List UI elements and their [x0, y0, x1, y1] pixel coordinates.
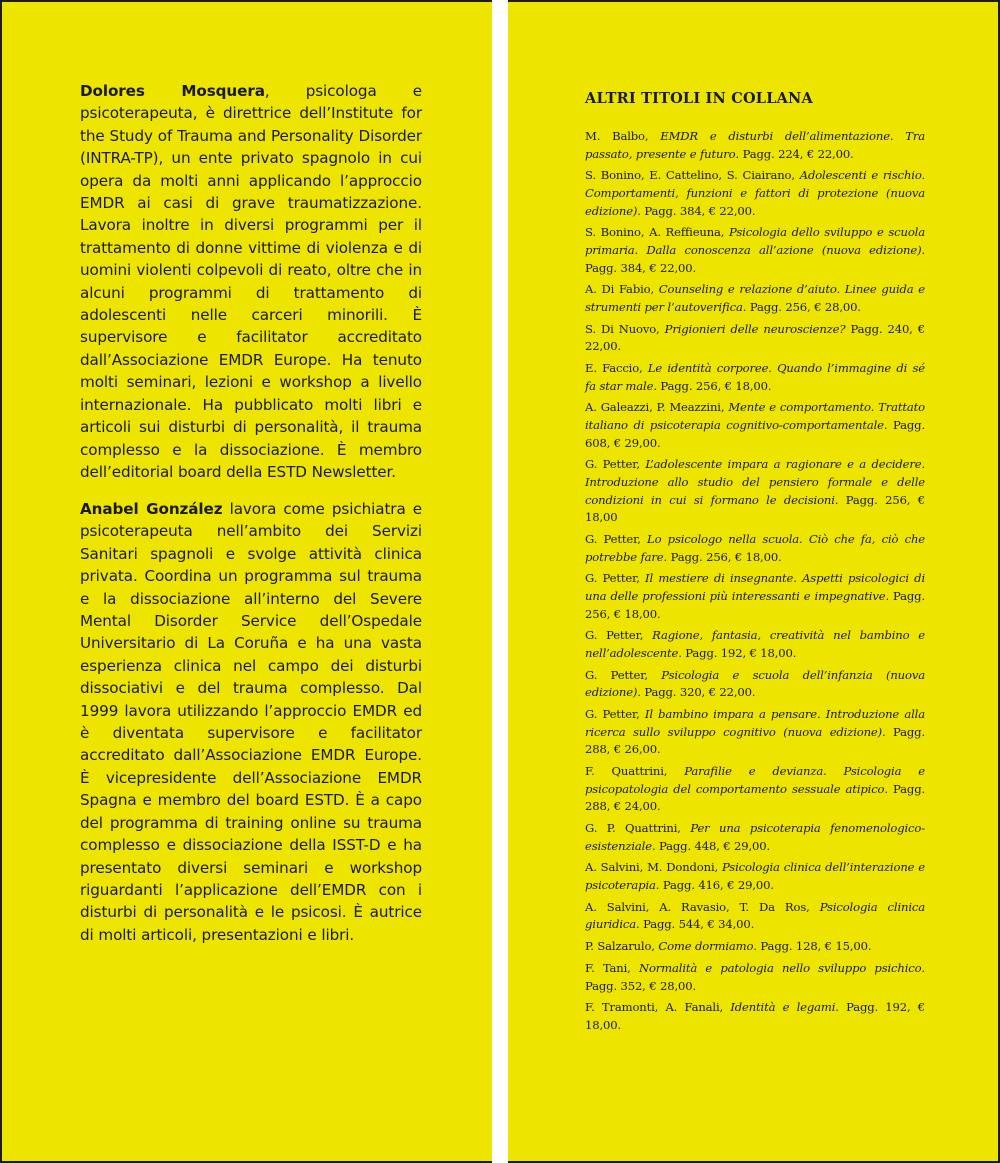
book-title: Lo psicologo nella scuola. Ciò che fa, ciò che potrebbe fare: [585, 531, 925, 564]
book-title: Identità e legami: [730, 1000, 836, 1015]
back-cover-right-page: [508, 0, 1000, 1163]
book-title: Normalità e patologia nello sviluppo psichico: [638, 960, 922, 975]
series-title-entry: [585, 899, 925, 934]
series-title-entry: [585, 706, 925, 759]
book-title: Psicologia dello sviluppo e scuola primaria. Dalla conoscenza all’azione (nuova edizione): [585, 225, 925, 257]
series-title-entry: [585, 960, 925, 995]
title-details: . Pagg. 288, € 26,00.: [585, 724, 925, 757]
title-authors: M. Balbo,: [585, 129, 661, 143]
title-authors: A. Salvini, A. Ravasio, T. Da Ros,: [585, 899, 820, 914]
title-details: . Pagg. 544, € 34,00.: [636, 917, 755, 932]
title-authors: G. Petter,: [585, 571, 646, 586]
book-title: Psicologia clinica giuridica: [585, 899, 925, 932]
author-bio-mosquera: [80, 80, 422, 483]
series-title-list: [585, 128, 925, 1039]
title-details: . Pagg. 256, € 18,00.: [585, 588, 925, 621]
title-authors: S. Bonino, E. Cattelino, S. Ciairano,: [585, 168, 800, 183]
title-details: . Pagg. 448, € 29,00.: [651, 838, 771, 853]
title-details: . Pagg. 128, € 15,00.: [753, 939, 872, 954]
title-details: . Pagg. 256, € 18,00: [585, 492, 925, 525]
series-title-entry: [585, 399, 925, 452]
author-bio-text: lavora come psichiatra e psicoterapeuta nell’ambito dei Servizi Sanitari spagnoli e svolge attività clinica privata. Coordina un programma sul trauma e la dissociazione all’interno del Severe Mental Disorder Service dell’Ospedale Universitario di La Coruña e ha una vasta esperienza clinica nel campo dei disturbi dissociativi e del trauma complesso. Dal 1999 lavora utilizzando l’approccio EMDR ed è diventata supervisore e facilitator accreditato dall’Associazione EMDR Europe. È vicepresidente dell’Associazione EMDR Spagna e membro del board ESTD. È a capo del programma di training online su trauma complesso e dissociazione della ISST-D e ha presentato diversi seminari e workshop riguardanti l’applicazione dell’EMDR con i disturbi di personalità e le psicosi. È autrice di molti articoli, presentazioni e libri.: [80, 500, 422, 944]
book-title: EMDR e disturbi dell’alimentazione. Tra passato, presente e futuro: [585, 129, 926, 161]
title-authors: G. Petter,: [585, 707, 645, 722]
series-title-entry: [585, 859, 925, 894]
title-details: . Pagg. 320, € 22,00.: [637, 685, 756, 700]
title-authors: G. Petter,: [585, 531, 648, 546]
title-details: . Pagg. 224, € 22,00.: [735, 146, 854, 161]
title-details: . Pagg. 352, € 28,00.: [585, 960, 925, 993]
series-title-entry: [585, 167, 925, 220]
title-details: . Pagg. 416, € 29,00.: [655, 877, 774, 892]
series-title-entry: [585, 456, 925, 526]
book-title: Il mestiere di insegnante. Aspetti psicologici di una delle professioni più interessanti e impegnative: [585, 571, 925, 603]
series-title-entry: [585, 820, 925, 855]
title-authors: F. Quattrini,: [585, 764, 685, 779]
author-bio-gonzalez: [80, 498, 422, 946]
back-cover-left-page: [0, 0, 492, 1163]
title-details: . Pagg. 256, € 18,00.: [653, 378, 772, 393]
title-authors: F. Tramonti, A. Fanali,: [585, 1000, 731, 1015]
series-title-entry: [585, 531, 925, 566]
series-title-entry: [585, 999, 925, 1034]
book-title: Prigionieri delle neuroscienze?: [664, 321, 846, 336]
book-title: Ragione, fantasia, creatività nel bambino e nell’adolescente: [585, 628, 926, 660]
author-name: Dolores Mosquera: [80, 82, 265, 100]
title-details: . Pagg. 192, € 18,00.: [678, 645, 797, 660]
title-authors: S. Bonino, A. Reffieuna,: [585, 225, 730, 240]
book-title: Adolescenti e rischio. Comportamenti, funzioni e fattori di protezione (nuova edizione): [585, 168, 926, 218]
title-authors: F. Tani,: [585, 960, 639, 975]
book-title: Mente e comportamento. Trattato italiano di psicoterapia cognitivo-comportamentale: [585, 400, 925, 433]
series-title-entry: [585, 627, 925, 662]
book-title: Il bambino impara a pensare. Introduzione alla ricerca sullo sviluppo cognitivo (nuova edizione): [585, 707, 925, 739]
title-authors: P. Salzarulo,: [585, 939, 659, 954]
title-details: . Pagg. 256, € 18,00.: [663, 549, 782, 564]
title-authors: G. P. Quattrini,: [585, 821, 691, 835]
title-details: Pagg. 240, € 22,00.: [585, 321, 925, 354]
author-name: Anabel González: [80, 500, 223, 518]
series-title-entry: [585, 281, 925, 316]
series-title-entry: [585, 360, 925, 395]
series-title-entry: [585, 224, 925, 277]
series-heading: ALTRI TITOLI IN COLLANA: [585, 90, 813, 107]
series-title-entry: [585, 763, 925, 816]
series-title-entry: [585, 938, 925, 956]
title-details: . Pagg. 288, € 24,00.: [585, 781, 925, 814]
title-authors: E. Faccio,: [585, 361, 648, 376]
book-title: Psicologia clinica dell’interazione e psicoterapia: [585, 860, 925, 892]
book-title: Parafilie e devianza. Psicologia e psicopatologia del comportamento sessuale atipico: [585, 764, 925, 796]
book-title: L’adolescente impara a ragionare e a decidere. Introduzione allo studio del pensiero formale e delle condizioni in cui si formano le decisioni: [585, 457, 925, 507]
title-authors: A. Galeazzi, P. Meazzini,: [585, 400, 729, 415]
book-title: Psicologia e scuola dell’infanzia (nuova edizione): [585, 667, 925, 700]
title-authors: G. Petter,: [585, 457, 646, 472]
series-title-entry: [585, 570, 925, 623]
title-details: . Pagg. 256, € 28,00.: [742, 299, 861, 314]
book-title: Come dormiamo: [658, 939, 754, 954]
book-title: Le identità corporee. Quando l’immagine di sé fa star male: [585, 361, 925, 393]
author-bio-text: , psicologa e psicoterapeuta, è direttrice dell’Institute for the Study of Trauma and Personality Disorder (INTRA-TP), un ente privato spagnolo in cui opera da molti anni applicando l’approccio EMDR ai casi di grave traumatizzazione. Lavora inoltre in diversi programmi per il trattamento di donne vittime di violenza e di uomini violenti colpevoli di reato, oltre che in alcuni programmi di trattamento di adolescenti nelle carceri minorili. È supervisore e facilitator accreditato dall’Associazione EMDR Europe. Ha tenuto molti seminari, lezioni e workshop a livello internazionale. Ha pubblicato molti libri e articoli sui disturbi di personalità, il trauma complesso e la dissociazione. È membro dell’editorial board della ESTD Newsletter.: [80, 82, 422, 481]
title-authors: A. Salvini, M. Dondoni,: [585, 860, 722, 875]
title-authors: G. Petter,: [585, 628, 653, 643]
series-title-entry: [585, 128, 925, 163]
title-details: . Pagg. 384, € 22,00.: [637, 203, 756, 218]
title-authors: G. Petter,: [585, 667, 662, 682]
book-title: Counseling e relazione d’aiuto. Linee guida e strumenti per l’autoverifica: [585, 282, 925, 314]
series-title-entry: [585, 321, 925, 356]
title-details: . Pagg. 608, € 29,00.: [585, 418, 925, 450]
title-details: . Pagg. 192, € 18,00.: [585, 1000, 925, 1032]
series-title-entry: [585, 667, 925, 702]
title-details: . Pagg. 384, € 22,00.: [585, 242, 925, 275]
title-authors: A. Di Fabio,: [585, 282, 659, 297]
title-authors: S. Di Nuovo,: [585, 321, 665, 336]
book-title: Per una psicoterapia fenomenologico-esistenziale: [585, 821, 925, 853]
